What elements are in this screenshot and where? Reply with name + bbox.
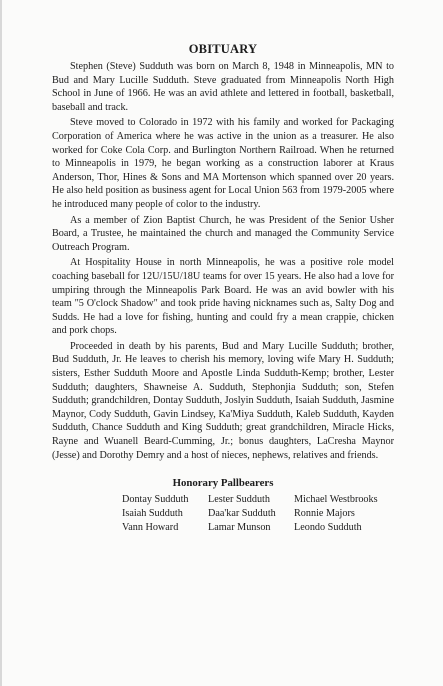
paragraph-family: Proceeded in death by his parents, Bud and Mary Lucille Sudduth; brother, Bud Sudduth, Jr. He leaves to cherish his memory, loving wife Mary H. Sudduth; sisters, Esther Sudduth Moore and Apostle Linda Sudduth-Kemp; brother, Lester Sudduth; daughters, Shawneise A. Sudduth, Stephonjia Sudduth; son, Stefen Sudduth; grandchildren, Dontay Sudduth, Joslyin Sudduth, Isaiah Sudduth, Jasmine Maynor, Cody Sudduth, Gavin Lindsey, Ka'Miya Sudduth, Kaleb Sudduth, Kayden Sudduth, Chance Sudduth and King Sudduth; great grandchildren, Miracle Hicks, Rayne and Wuanell Beard-Cumming, Jr.; bonus daughters, LaCresha Maynor (Jesse) and Dorothy Demry and a host of nieces, nephews, relatives and friends. <box>52 340 394 461</box>
pallbearer-name: Lester Sudduth <box>208 493 270 505</box>
pallbearer-name: Ronnie Majors <box>294 507 355 519</box>
pallbearers-list <box>122 493 394 535</box>
pallbearer-name: Vann Howard <box>122 521 179 533</box>
paragraph-birth: Stephen (Steve) Sudduth was born on March 8, 1948 in Minneapolis, MN to Bud and Mary Lucille Sudduth. Steve graduated from Minneapolis North High School in June of 1966. He was an avid athlete and lettered in football, basketball, baseball and track. <box>52 61 394 113</box>
paragraph-hobbies: At Hospitality House in north Minneapolis, he was a positive role model coaching baseball for 12U/15U/18U teams for over 15 years. He also had a love for umpiring through the Minneapolis Park Board. He was an avid bowler with his team "5 O'clock Shadow" and took pride having nicknames such as, Salty Dog and Sudds. He had a love for fishing, hunting and could fry a mean crappie, chicken and pork chops. <box>52 257 394 337</box>
pallbearer-name: Isaiah Sudduth <box>122 507 183 519</box>
pallbearer-name: Dontay Sudduth <box>122 493 189 505</box>
page-title: OBITUARY <box>188 42 258 56</box>
obituary-content <box>52 42 394 535</box>
paragraph-career: Steve moved to Colorado in 1972 with his family and worked for Packaging Corporation of America where he was active in the union as a treasurer. He also worked for Coke Cola Corp. and Burlington Northern Railroad. When he returned to Minneapolis in 1979, he began working as a construction laborer at Kraus Anderson, Thor, Hines & Sons and MA Mortenson which spanned over 20 years. He also held position as business agent for Local Union 563 from 1979-2005 where he introduced many people of color to the industry. <box>52 117 394 210</box>
pallbearer-name: Daa'kar Sudduth <box>208 507 276 519</box>
pallbearer-name: Michael Westbrooks <box>294 493 378 505</box>
pallbearer-name: Leondo Sudduth <box>294 521 362 533</box>
paragraph-church: As a member of Zion Baptist Church, he was President of the Senior Usher Board, a Trustee, he maintained the church and managed the Community Service Outreach Program. <box>52 214 394 253</box>
pallbearer-name: Lamar Munson <box>208 521 271 533</box>
pallbearers-heading: Honorary Pallbearers <box>172 477 274 490</box>
